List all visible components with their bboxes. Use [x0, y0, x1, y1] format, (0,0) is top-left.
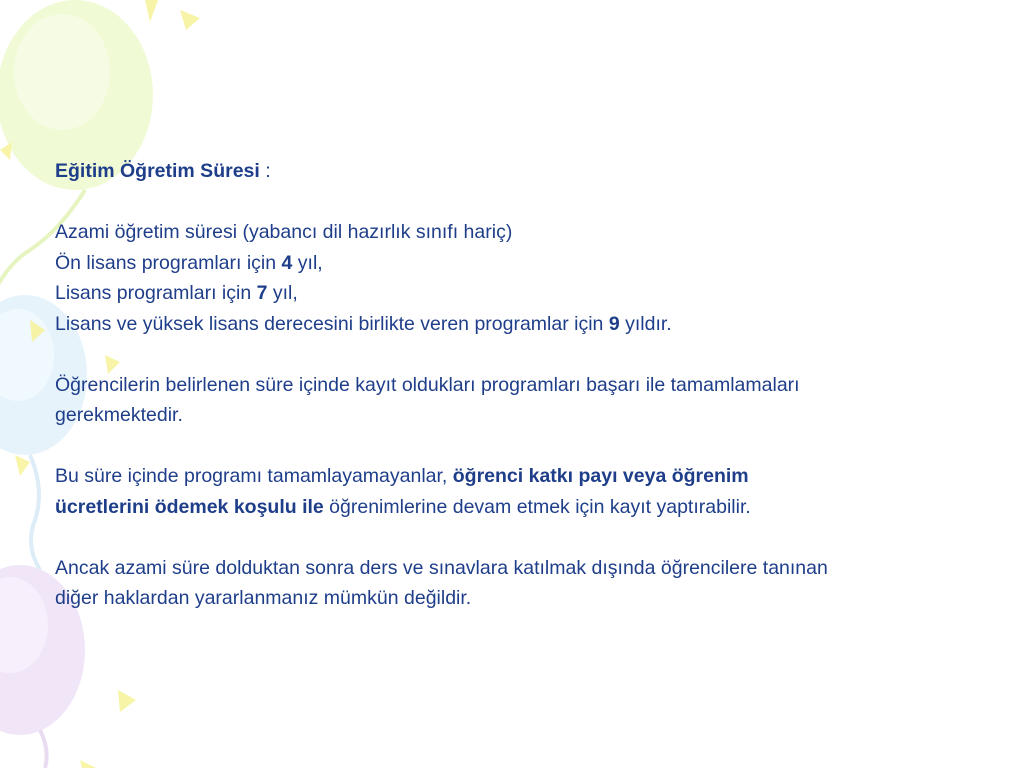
duration-value-integrated: 9 [608, 312, 620, 335]
slide-heading [55, 156, 985, 187]
duration-line-bachelor: Lisans programları için 7 yıl, [55, 282, 298, 304]
paragraph-completion-line1: Öğrencilerin belirlenen süre içinde kayıt oldukları programları başarı ile tamamlamaları [55, 373, 800, 396]
fees-bold-part2: ücretlerini ödemek koşulu ile [55, 495, 324, 518]
heading-title: Eğitim Öğretim Süresi [55, 160, 260, 182]
paragraph-fees [55, 461, 985, 522]
duration-line-integrated: Lisans ve yüksek lisans derecesini birlikte veren programlar için 9 yıldır. [55, 312, 672, 335]
duration-value-associate: 4 [281, 251, 293, 274]
duration-value-bachelor: 7 [256, 282, 268, 304]
duration-block [55, 217, 985, 339]
heading-suffix: : [259, 160, 271, 182]
paragraph-rights [55, 553, 985, 614]
paragraph-rights-line2: diğer haklardan yararlanmanız mümkün değildir. [55, 587, 472, 609]
fees-bold-part1: öğrenci katkı payı veya öğrenim [452, 465, 749, 487]
paragraph-fees-line1: Bu süre içinde programı tamamlayamayanlar, öğrenci katkı payı veya öğrenim [55, 465, 749, 487]
paragraph-fees-line2: ücretlerini ödemek koşulu ile öğrenimlerine devam etmek için kayıt yaptırabilir. [55, 495, 751, 518]
duration-intro: Azami öğretim süresi (yabancı dil hazırlık sınıfı hariç) [55, 221, 513, 243]
paragraph-completion-line2: gerekmektedir. [55, 404, 183, 426]
paragraph-completion [55, 370, 985, 431]
duration-line-associate: Ön lisans programları için 4 yıl, [55, 251, 323, 274]
paragraph-rights-line1: Ancak azami süre dolduktan sonra ders ve sınavlara katılmak dışında öğrencilere tanınan [55, 556, 828, 579]
slide-content [55, 156, 985, 614]
